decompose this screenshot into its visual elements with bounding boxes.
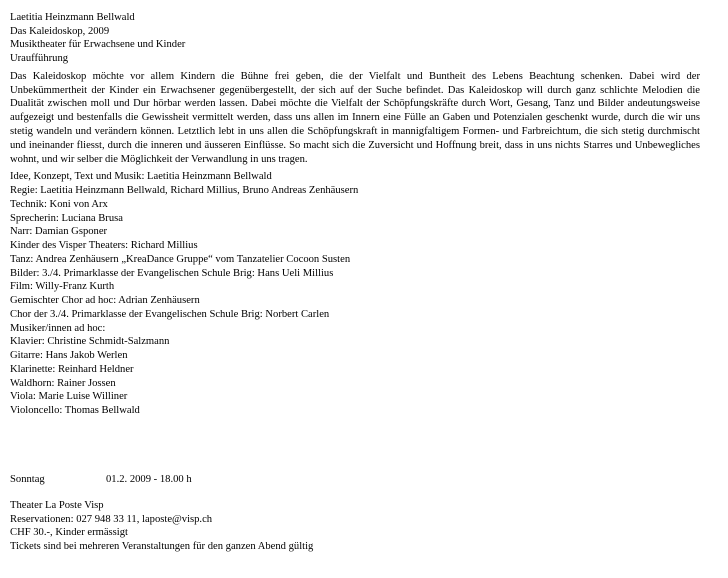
price-line: CHF 30.-, Kinder ermässigt: [10, 527, 128, 539]
credit-line: Musiker/innen ad hoc:: [10, 322, 106, 334]
credit-line: Waldhorn: Rainer Jossen: [10, 377, 116, 389]
credit-line: Klarinette: Reinhard Heldner: [10, 363, 134, 375]
credit-line: Kinder des Visper Theaters: Richard Millius: [10, 240, 198, 252]
credit-line: Chor der 3./4. Primarklasse der Evangelischen Schule Brig: Norbert Carlen: [10, 308, 330, 320]
credit-line: Viola: Marie Luise Williner: [10, 391, 128, 403]
credit-line: Bilder: 3./4. Primarklasse der Evangelischen Schule Brig: Hans Ueli Millius: [10, 267, 334, 279]
document-page: [10, 11, 700, 554]
event-day: Sonntag: [10, 473, 45, 485]
credit-line: Gemischter Chor ad hoc: Adrian Zenhäusern: [10, 295, 200, 307]
event-datetime: 01.2. 2009 - 18.00 h: [106, 473, 192, 485]
credit-line: Violoncello: Thomas Bellwald: [10, 405, 140, 417]
description-paragraph: Das Kaleidoskop möchte vor allem Kindern die Bühne frei geben, die der Vielfalt und Buntheit des Lebens Beachtung schenken. Dabei wird der Unbekümmertheit der Kinder ein Erwachsener gegenübergestellt, der sich auf der Suche befindet. Das Kaleidoskop will durch ganz schlichte Melodien die Dualität zwischen moll und Dur hörbar werden lassen. Dabei möchte die Vielfalt der Schöpfungskräfte durch Wort, Gesang, Tanz und Bilder andeutungsweise aufgezeigt und bestenfalls die Gewissheit vermittelt werden, dass uns allen im Innern eine Fülle an Gaben und Potenzialen geschenkt wurde, durch die wir uns stetig wandeln und verändern können. Letztlich lebt in uns allen die Schöpfungskraft in mannigfaltigem Formen- und Farbreichtum, die sich stetig durchmischt und ineinander fliesst, durch die inneren und äusseren Einflüsse. So macht sich die Zuversicht und Hoffnung breit, dass in uns nichts Starres und Unbewegliches wohnt, und wir selber die Möglichkeit der Verwandlung in uns tragen.: [10, 70, 700, 165]
event-date-row: [10, 473, 700, 487]
credit-line: Gitarre: Hans Jakob Werlen: [10, 350, 128, 362]
credit-line: Technik: Koni von Arx: [10, 198, 108, 210]
credit-line: Klavier: Christine Schmidt-Salzmann: [10, 336, 170, 348]
credit-line: Idee, Konzept, Text und Musik: Laetitia Heinzmann Bellwald: [10, 171, 272, 183]
work-title: Das Kaleidoskop, 2009: [10, 25, 110, 37]
venue-name: Theater La Poste Visp: [10, 499, 104, 511]
credit-line: Tanz: Andrea Zenhäusern „KreaDance Gruppe“ vom Tanzatelier Cocoon Susten: [10, 253, 351, 265]
genre-line: Musiktheater für Erwachsene und Kinder: [10, 39, 186, 51]
credit-line: Narr: Damian Gsponer: [10, 226, 108, 238]
credit-line: Sprecherin: Luciana Brusa: [10, 212, 123, 224]
author-line: Laetitia Heinzmann Bellwald: [10, 12, 135, 23]
credit-line: Film: Willy-Franz Kurth: [10, 281, 115, 293]
tickets-note: Tickets sind bei mehreren Veranstaltungen für den ganzen Abend gültig: [10, 541, 314, 552]
header-block: [10, 11, 700, 66]
spacer: [10, 418, 700, 473]
venue-block: [10, 499, 700, 554]
credits-list: [10, 170, 700, 418]
credit-line: Regie: Laetitia Heinzmann Bellwald, Richard Millius, Bruno Andreas Zenhäusern: [10, 185, 359, 197]
premiere-line: Uraufführung: [10, 53, 69, 65]
reservations-line: Reservationen: 027 948 33 11, laposte@visp.ch: [10, 513, 213, 525]
